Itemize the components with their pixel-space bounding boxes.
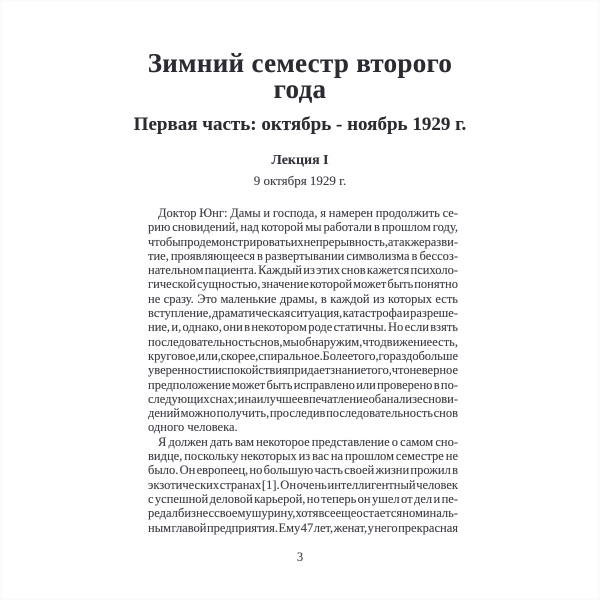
text-line bbox=[148, 449, 458, 463]
text-line-content: последовательность снов, мы обнаружим, что движение есть, bbox=[148, 334, 458, 349]
text-line-content: вступление, драматическая ситуация, катастрофа и разреше- bbox=[148, 306, 458, 321]
text-line-content: предположение может быть исправлено или проверено в по- bbox=[148, 377, 458, 392]
text-line-content: не сразу. Это маленькие драмы, в каждой из которых есть bbox=[148, 291, 458, 306]
text-line-content: круговое, или, скорее, спиральное. Более того, гораздо больше bbox=[148, 348, 458, 363]
lecture-heading: Лекция I bbox=[271, 153, 329, 168]
lecture-body bbox=[148, 206, 458, 535]
page-title: Зимний семестр второго года bbox=[147, 48, 453, 104]
text-line-content: ние, и, однако, они в некотором роде статичны. Но если взять bbox=[148, 320, 458, 335]
lecture-date: 9 октября 1929 г. bbox=[253, 173, 347, 188]
text-line bbox=[148, 463, 458, 477]
page-number: 3 bbox=[296, 550, 304, 564]
text-line bbox=[148, 492, 458, 506]
text-line bbox=[148, 392, 458, 406]
text-line bbox=[148, 406, 458, 420]
text-line-content: с успешной деловой карьерой, но теперь он ушел от дел и пе- bbox=[148, 491, 458, 506]
paragraph-dreamer-description bbox=[148, 435, 458, 535]
text-line-content: ным главой предприятия. Ему 47 лет, женат, у него прекрасная bbox=[148, 520, 458, 535]
text-line bbox=[148, 263, 458, 277]
text-line-content: было. Он европеец, но большую часть своей жизни прожил в bbox=[148, 463, 458, 478]
text-line bbox=[148, 335, 458, 349]
text-line bbox=[148, 220, 458, 234]
text-line bbox=[148, 206, 458, 220]
text-line bbox=[148, 249, 458, 263]
text-line-content: видце, поскольку некоторых из вас на прошлом семестре не bbox=[148, 449, 458, 464]
text-line bbox=[148, 320, 458, 334]
paragraph-intro-dreams bbox=[148, 206, 458, 435]
text-line-content: одного человека. bbox=[148, 420, 238, 435]
text-line-content: дений можно получить, проследив последовательность снов bbox=[148, 406, 458, 421]
text-line bbox=[148, 521, 458, 535]
text-line bbox=[148, 506, 458, 520]
text-line-content: редал бизнес своему шурину, хотя все еще остается номиналь- bbox=[148, 506, 459, 521]
part-subtitle: Первая часть: октябрь - ноябрь 1929 г. bbox=[133, 114, 467, 135]
text-line bbox=[148, 378, 458, 392]
text-line-content: чтобы продемонстрировать их непрерывность, а также разви- bbox=[148, 234, 458, 249]
text-line bbox=[148, 235, 458, 249]
text-line-content: нательном пациента. Каждый из этих снов кажется психоло- bbox=[148, 263, 458, 278]
text-line-content: Доктор Юнг: Дамы и господа, я намерен продолжить се- bbox=[158, 206, 458, 220]
text-line bbox=[148, 478, 458, 492]
text-line bbox=[148, 306, 458, 320]
text-line bbox=[148, 292, 458, 306]
text-line-content: рию сновидений, над которой мы работали в прошлом году, bbox=[148, 220, 458, 235]
text-line-content: Я должен дать вам некоторое представление о самом сно- bbox=[158, 434, 458, 449]
text-line-content: тие, проявляющееся в развертывании символизма в бессоз- bbox=[148, 248, 458, 263]
text-line bbox=[148, 363, 458, 377]
text-line bbox=[148, 420, 458, 434]
text-line-content: гической сущностью, значение которой может быть понятно bbox=[148, 277, 458, 292]
text-line bbox=[148, 277, 458, 291]
text-line-content: следующих снах; и наилучшее впечатление об анализе снови- bbox=[148, 391, 458, 406]
text-line bbox=[148, 435, 458, 449]
text-line-content: уверенности и спокойствия придает знание того, что неверное bbox=[148, 363, 458, 378]
text-line-content: экзотических странах [1]. Он очень интеллигентный человек bbox=[148, 477, 458, 492]
text-line bbox=[148, 349, 458, 363]
